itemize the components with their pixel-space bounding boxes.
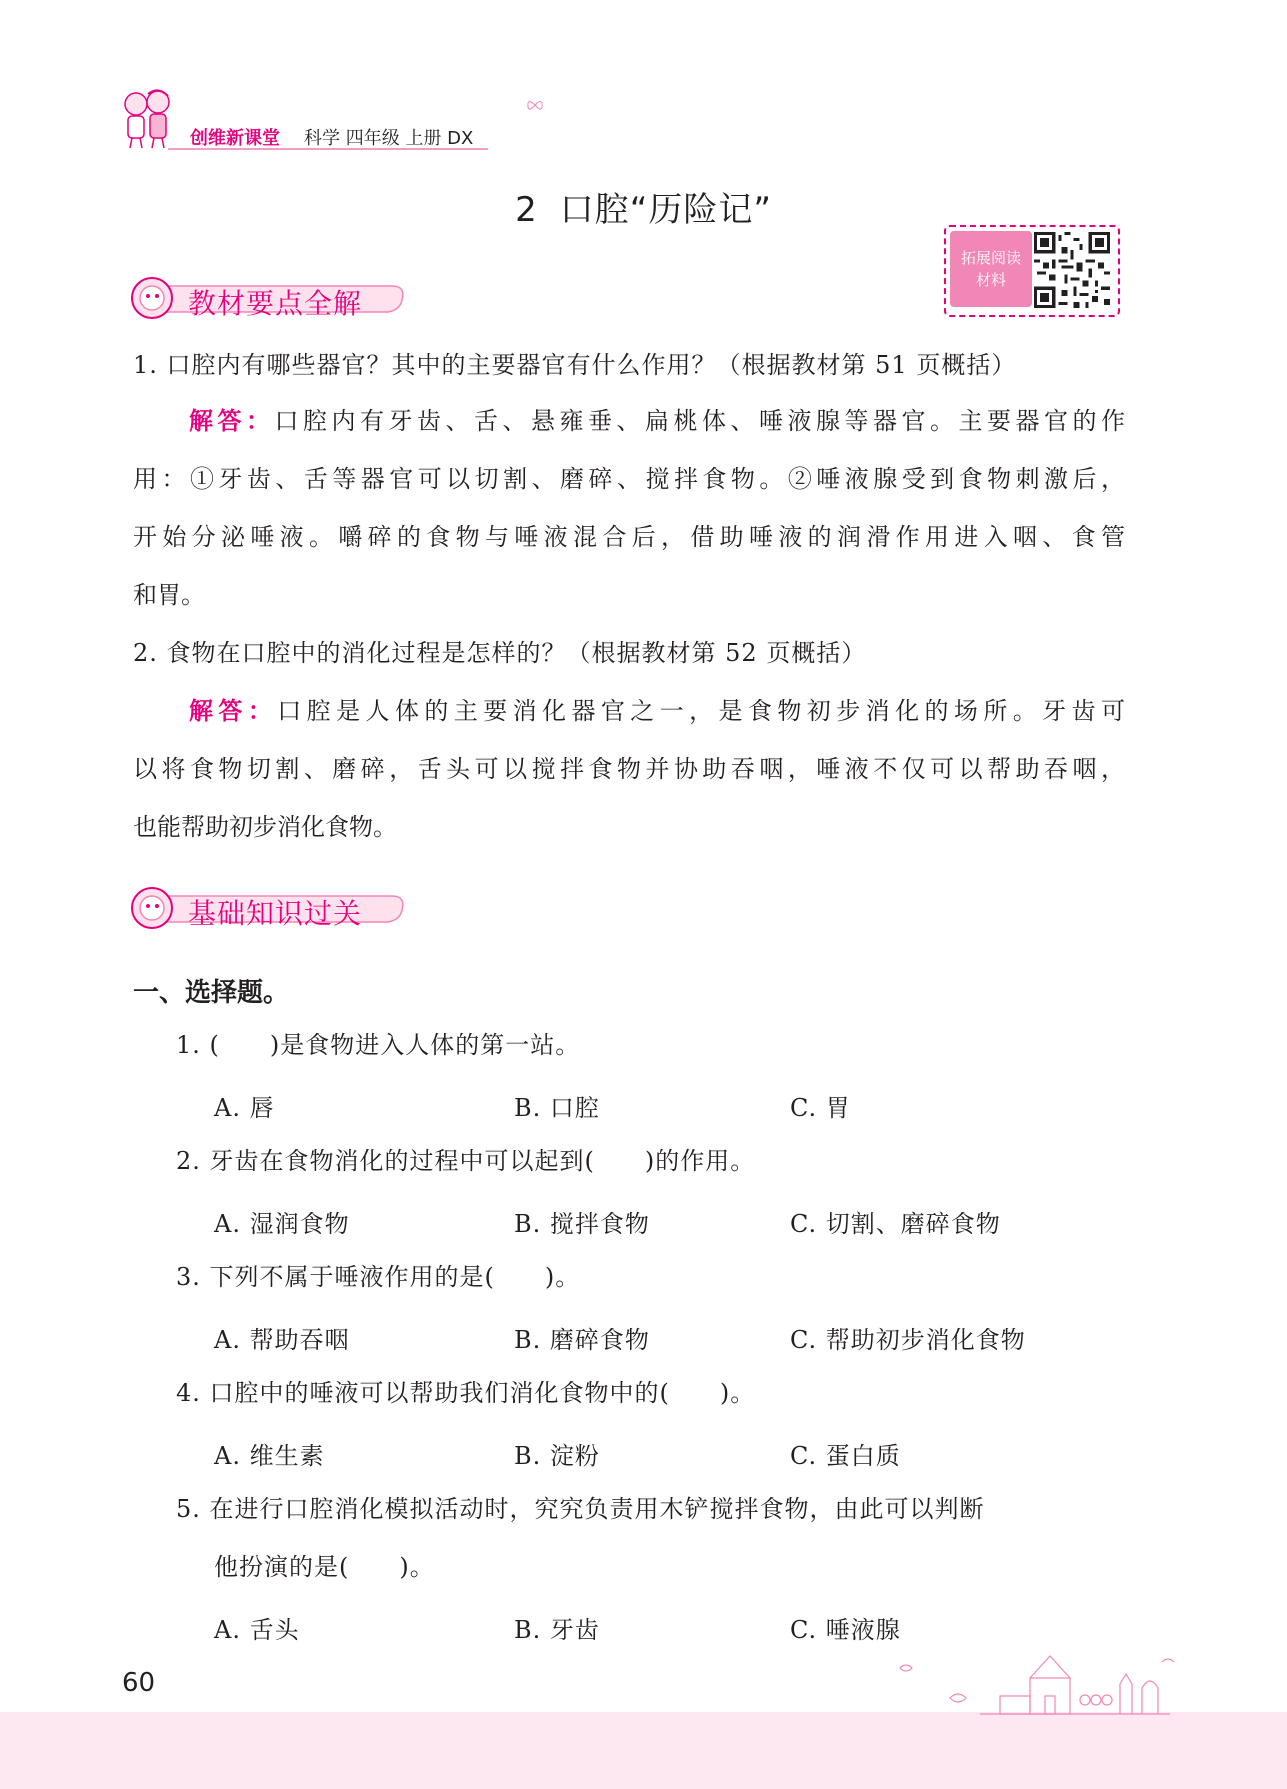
book-subject: 科学 四年级 上册 DX: [304, 128, 474, 149]
answer-1-line-3: 开始分泌唾液。嚼碎的食物与唾液混合后，借助唾液的润滑作用进入咽、食管: [133, 523, 1125, 551]
qr-code-icon[interactable]: [1034, 232, 1110, 308]
mascot-kids-icon: [118, 88, 176, 150]
answer-label: 解答：: [189, 407, 275, 435]
qr-label-line1: 拓展阅读: [960, 249, 1021, 267]
section-banner-key-points: [130, 276, 420, 320]
mcq-4-option-a[interactable]: A. 维生素: [214, 1442, 325, 1470]
answer-2-line-3: 也能帮助初步消化食物。: [133, 813, 397, 841]
mcq-2-option-c[interactable]: C. 切割、磨碎食物: [790, 1210, 1001, 1238]
mcq-2-option-b[interactable]: B. 搅拌食物: [514, 1210, 650, 1238]
brand-name: 创维新课堂: [190, 128, 280, 149]
castle-decoration-icon: [880, 1648, 1180, 1718]
section-heading: 基础知识过关: [188, 897, 363, 930]
answer-2-line-1: 解答：口腔是人体的主要消化器官之一，是食物初步消化的场所。牙齿可: [189, 697, 1126, 725]
mcq-5-stem: 5. 在进行口腔消化模拟活动时，究究负责用木铲搅拌食物，由此可以判断: [176, 1495, 985, 1523]
mcq-1-option-a[interactable]: A. 唇: [214, 1094, 275, 1122]
page-title: [0, 182, 1287, 231]
answer-1-line-1: 解答：口腔内有牙齿、舌、悬雍垂、扁桃体、唾液腺等器官。主要器官的作: [189, 407, 1125, 435]
mcq-3-option-c[interactable]: C. 帮助初步消化食物: [790, 1326, 1026, 1354]
mcq-3-option-a[interactable]: A. 帮助吞咽: [214, 1326, 350, 1354]
question-1: 1. 口腔内有哪些器官？其中的主要器官有什么作用？（根据教材第 51 页概括）: [133, 351, 1017, 379]
mcq-4-option-c[interactable]: C. 蛋白质: [790, 1442, 901, 1470]
mcq-2-stem: 2. 牙齿在食物消化的过程中可以起到( )的作用。: [176, 1147, 756, 1175]
mcq-5-option-c[interactable]: C. 唾液腺: [790, 1616, 901, 1644]
mcq-2-option-a[interactable]: A. 湿润食物: [214, 1210, 350, 1238]
mcq-5-stem-cont: 他扮演的是( )。: [214, 1553, 435, 1581]
answer-label: 解答：: [189, 697, 278, 725]
mcq-4-option-b[interactable]: B. 淀粉: [514, 1442, 600, 1470]
mcq-5-option-a[interactable]: A. 舌头: [214, 1616, 300, 1644]
part-title: 一、选择题。: [133, 978, 290, 1008]
mcq-4-stem: 4. 口腔中的唾液可以帮助我们消化食物中的( )。: [176, 1379, 756, 1407]
mcq-5-option-b[interactable]: B. 牙齿: [514, 1616, 600, 1644]
answer-1-line-2: 用：①牙齿、舌等器官可以切割、磨碎、搅拌食物。②唾液腺受到食物刺激后，: [133, 465, 1125, 493]
footer-band: [0, 1712, 1287, 1789]
qr-label-line2: 材料: [975, 271, 1006, 289]
mcq-1-stem: 1. ( )是食物进入人体的第一站。: [176, 1031, 581, 1059]
mcq-3-option-b[interactable]: B. 磨碎食物: [514, 1326, 650, 1354]
page-number: 60: [122, 1668, 156, 1698]
section-banner-basics: [130, 886, 420, 930]
mcq-1-option-b[interactable]: B. 口腔: [514, 1094, 600, 1122]
answer-1-line-4: 和胃。: [133, 581, 205, 609]
mcq-3-stem: 3. 下列不属于唾液作用的是( )。: [176, 1263, 581, 1291]
section-heading: 教材要点全解: [188, 287, 363, 320]
question-2: 2. 食物在口腔中的消化过程是怎样的？（根据教材第 52 页概括）: [133, 639, 867, 667]
qr-label: [950, 231, 1032, 307]
butterfly-icon: [526, 96, 544, 114]
lesson-title: 口腔“历险记”: [559, 190, 772, 230]
mcq-1-option-c[interactable]: C. 胃: [790, 1094, 851, 1122]
answer-2-line-2: 以将食物切割、磨碎，舌头可以搅拌食物并协助吞咽，唾液不仅可以帮助吞咽，: [133, 755, 1125, 783]
lesson-number: 2: [515, 190, 538, 230]
